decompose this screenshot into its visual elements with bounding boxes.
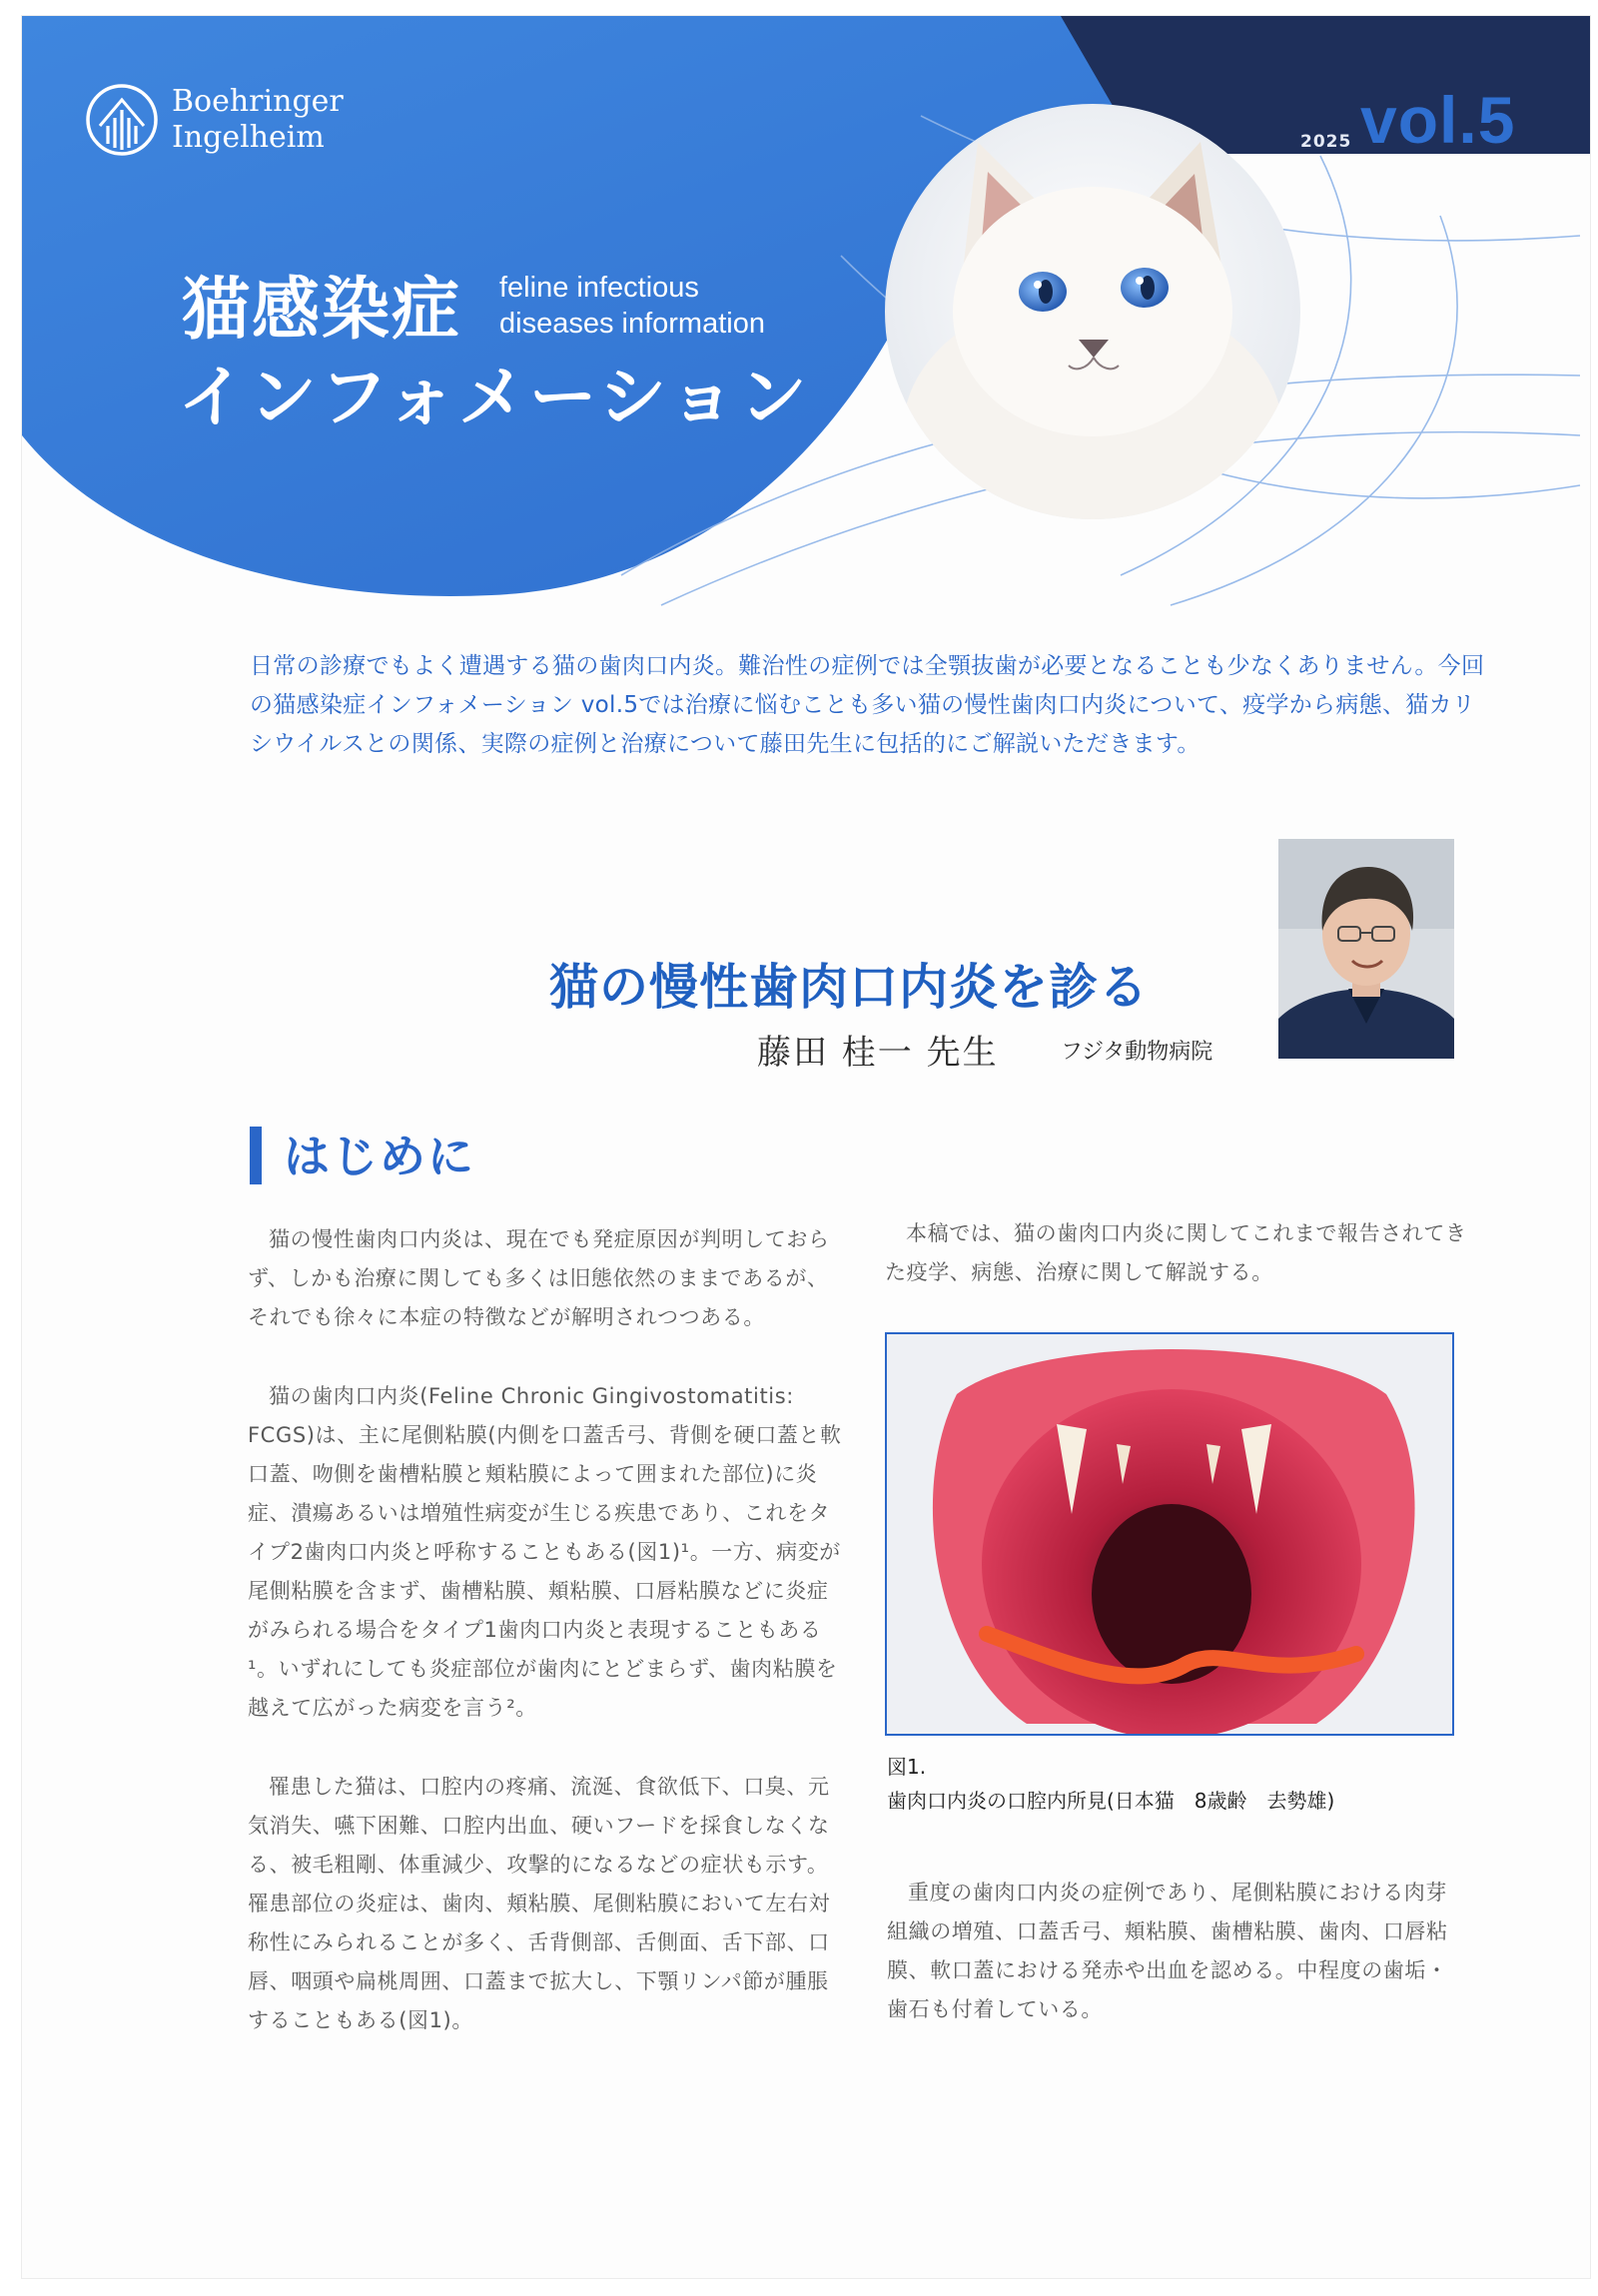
- english-line-1: feline infectious: [499, 272, 699, 304]
- left-column: [248, 1220, 847, 2040]
- author-affiliation: フジタ動物病院: [1061, 1040, 1213, 1065]
- logo-line-2: Ingelheim: [172, 120, 325, 155]
- logo-line-1: Boehringer: [172, 84, 344, 119]
- figure-description: [887, 1874, 1466, 2029]
- figure-caption-text: 歯肉口内炎の口腔内所見(日本猫 8歳齢 去勢雄): [887, 1789, 1335, 1813]
- paragraph-1: 猫の慢性歯肉口内炎は、現在でも発症原因が判明しておらず、しかも治療に関しても多くは旧態依然のままであるが、それでも徐々に本症の特徴などが解明されつつある。: [248, 1227, 830, 1329]
- cat-photo: [883, 102, 1302, 521]
- english-line-2: diseases information: [499, 308, 765, 340]
- boehringer-building-icon: [84, 82, 160, 158]
- issue-year: 2025: [1300, 132, 1352, 152]
- oral-cavity-image: [887, 1334, 1452, 1734]
- section-marker: [250, 1127, 262, 1184]
- masthead-english: [499, 270, 765, 342]
- newsletter-page: [22, 16, 1590, 2278]
- right-paragraph: 本稿では、猫の歯肉口内炎に関してこれまで報告されてきた疫学、病態、治療に関して解説する。: [885, 1221, 1467, 1284]
- paragraph-3: 罹患した猫は、口腔内の疼痛、流涎、食欲低下、口臭、元気消失、嚥下困難、口腔内出血、硬いフードを採食しなくなる、被毛粗剛、体重減少、攻撃的になるなどの症状も示す。罹患部位の炎症は、歯肉、頬粘膜、尾側粘膜において左右対称性にみられることが多く、舌背側部、舌側面、舌下部、口唇、咽頭や扁桃周囲、口蓋まで拡大し、下顎リンパ節が腫脹することもある(図1)。: [248, 1775, 831, 2032]
- article-title: 猫の慢性歯肉口内炎を診る: [549, 959, 1150, 1016]
- author-portrait: [1278, 839, 1454, 1059]
- section-heading: はじめに: [284, 1130, 475, 1183]
- issue-volume: vol.5: [1360, 83, 1516, 157]
- figure-number: 図1.: [887, 1755, 927, 1779]
- masthead-title-line-2: インフォメーション: [178, 359, 810, 437]
- paragraph-2: 猫の歯肉口内炎(Feline Chronic Gingivostomatitis: FCGS)は、主に尾側粘膜(内側を口蓋舌弓、背側を硬口蓋と軟口蓋、吻側を歯槽粘膜と頬粘膜によって囲まれた部位)に炎症、潰瘍あるいは増殖性病変が生じる疾患であり、これをタイプ2歯肉口内炎と呼称することもある(図1)¹。一方、病変が尾側粘膜を含まず、歯槽粘膜、頬粘膜、口唇粘膜などに炎症がみられる場合をタイプ1歯肉口内炎と表現することもある¹。いずれにしても炎症部位が歯肉にとどまらず、歯肉粘膜を越えて広がった病変を言う²。: [248, 1384, 842, 1720]
- figure-1-photo: [885, 1332, 1454, 1736]
- figure-description-text: 重度の歯肉口内炎の症例であり、尾側粘膜における肉芽組織の増殖、口蓋舌弓、頬粘膜、歯槽粘膜、歯肉、口唇粘膜、軟口蓋における発赤や出血を認める。中程度の歯垢・歯石も付着している。: [887, 1881, 1448, 2021]
- masthead-title-line-1: 猫感染症: [182, 271, 462, 350]
- figure-caption: [887, 1750, 1334, 1818]
- author-name: 藤田 桂一 先生: [757, 1033, 999, 1073]
- intro-paragraph: 日常の診療でもよく遭遇する猫の歯肉口内炎。難治性の症例では全顎抜歯が必要となることも少なくありません。今回の猫感染症インフォメーション vol.5では治療に悩むことも多い猫の慢性歯肉口内炎について、疫学から病態、猫カリシウイルスとの関係、実際の症例と治療について藤田先生に包括的にご解説いただきます。: [250, 653, 1485, 757]
- company-logo: [84, 82, 344, 158]
- right-column: [885, 1214, 1472, 1292]
